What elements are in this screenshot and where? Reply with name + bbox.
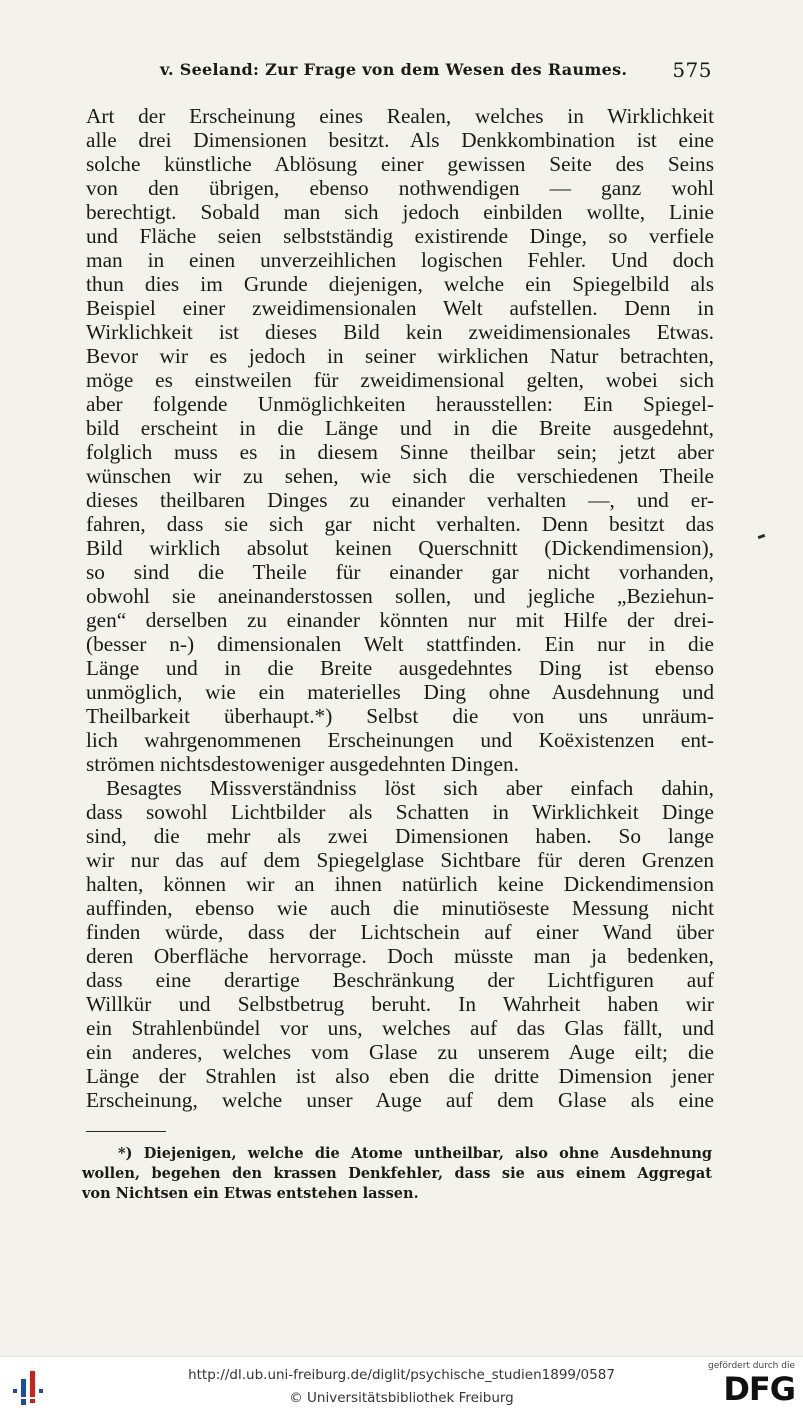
- footnote-line: *) Diejenigen, welche die Atome untheilbar, also ohne Ausdehnung: [118, 1145, 712, 1162]
- text-line: ein anderes, welches vom Glase zu unserem Auge eilt; die: [86, 1040, 714, 1064]
- text-line: Wirklichkeit ist dieses Bild kein zweidimensionales Etwas.: [86, 320, 714, 344]
- text-line: man in einen unverzeihlichen logischen Fehler. Und doch: [86, 248, 714, 272]
- text-line: sind, die mehr als zwei Dimensionen haben. So lange: [86, 824, 714, 848]
- text-line: gen“ derselben zu einander könnten nur mit Hilfe der drei-: [86, 608, 714, 632]
- text-line: bild erscheint in die Länge und in die Breite ausgedehnt,: [86, 416, 714, 440]
- text-line: dass sowohl Lichtbilder als Schatten in Wirklichkeit Dinge: [86, 800, 714, 824]
- text-line: dass eine derartige Beschränkung der Lichtfiguren auf: [86, 968, 714, 992]
- text-line: Erscheinung, welche unser Auge auf dem Glase als eine: [86, 1088, 714, 1112]
- text-line: aber folgende Unmöglichkeiten herausstellen: Ein Spiegel-: [86, 392, 714, 416]
- text-line: unmöglich, wie ein materielles Ding ohne Ausdehnung und: [86, 680, 714, 704]
- footnote-line: von Nichtsen ein Etwas entstehen lassen.: [82, 1185, 419, 1202]
- text-line: so sind die Theile für einander gar nicht vorhanden,: [86, 560, 714, 584]
- text-line: Art der Erscheinung eines Realen, welches in Wirklichkeit: [86, 104, 714, 128]
- dfg-wordmark: DFG: [723, 1370, 795, 1408]
- text-line: berechtigt. Sobald man sich jedoch einbilden wollte, Linie: [86, 200, 714, 224]
- text-line: Beispiel einer zweidimensionalen Welt aufstellen. Denn in: [86, 296, 714, 320]
- text-line: von den übrigen, ebenso nothwendigen — ganz wohl: [86, 176, 714, 200]
- text-line: Theilbarkeit überhaupt.*) Selbst die von uns unräum-: [86, 704, 714, 728]
- copyright-notice: © Universitätsbibliothek Freiburg: [289, 1390, 514, 1406]
- text-line: fahren, dass sie sich gar nicht verhalten. Denn besitzt das: [86, 512, 714, 536]
- text-line: finden würde, dass der Lichtschein auf einer Wand über: [86, 920, 714, 944]
- text-line: Länge der Strahlen ist also eben die dritte Dimension jener: [86, 1064, 714, 1088]
- page-number: 575: [672, 58, 712, 82]
- permalink-url[interactable]: http://dl.ub.uni-freiburg.de/diglit/psychische_studien1899/0587: [188, 1367, 615, 1383]
- body-text: [86, 104, 714, 1112]
- text-line: (besser n-) dimensionalen Welt stattfinden. Ein nur in die: [86, 632, 714, 656]
- text-line: lich wahrgenommenen Erscheinungen und Koëxistenzen ent-: [86, 728, 714, 752]
- text-line: wir nur das auf dem Spiegelglase Sichtbare für deren Grenzen: [86, 848, 714, 872]
- text-line: möge es einstweilen für zweidimensional gelten, wobei sich: [86, 368, 714, 392]
- text-line: solche künstliche Ablösung einer gewissen Seite des Seins: [86, 152, 714, 176]
- text-line: obwohl sie aneinanderstossen sollen, und jegliche „Beziehun-: [86, 584, 714, 608]
- page-header: [150, 58, 720, 88]
- text-line: deren Oberfläche hervorrage. Doch müsste man ja bedenken,: [86, 944, 714, 968]
- text-line: Länge und in die Breite ausgedehntes Ding ist ebenso: [86, 656, 714, 680]
- text-line: Bevor wir es jedoch in seiner wirklichen Natur betrachten,: [86, 344, 714, 368]
- text-line: folglich muss es in diesem Sinne theilbar sein; jetzt aber: [86, 440, 714, 464]
- text-line: auffinden, ebenso wie auch die minutiöseste Messung nicht: [86, 896, 714, 920]
- footnote-line: wollen, begehen den krassen Denkfehler, dass sie aus einem Aggregat: [82, 1165, 712, 1182]
- text-line: halten, können wir an ihnen natürlich keine Dickendimension: [86, 872, 714, 896]
- text-line: ein Strahlenbündel vor uns, welches auf das Glas fällt, und: [86, 1016, 714, 1040]
- viewer-footer: [0, 1356, 803, 1414]
- footnote: [82, 1144, 712, 1204]
- running-title: v. Seeland: Zur Frage von dem Wesen des Raumes.: [160, 60, 628, 79]
- text-line: thun dies im Grunde diejenigen, welche ein Spiegelbild als: [86, 272, 714, 296]
- footnote-divider: [86, 1131, 166, 1132]
- dfg-tagline: gefördert durch die: [708, 1361, 795, 1371]
- text-line: Willkür und Selbstbetrug beruht. In Wahrheit haben wir: [86, 992, 714, 1016]
- dfg-logo: [703, 1361, 795, 1409]
- margin-ink-mark: [758, 534, 766, 539]
- text-line: alle drei Dimensionen besitzt. Als Denkkombination ist eine: [86, 128, 714, 152]
- text-line: dieses theilbaren Dinges zu einander verhalten —, und er-: [86, 488, 714, 512]
- text-line: wünschen wir zu sehen, wie sich die verschiedenen Theile: [86, 464, 714, 488]
- text-line: und Fläche seien selbstständig existirende Dinge, so verfiele: [86, 224, 714, 248]
- text-line: Besagtes Missverständniss löst sich aber einfach dahin,: [106, 776, 714, 800]
- text-line: strömen nichtsdestoweniger ausgedehnten Dingen.: [86, 752, 519, 776]
- text-line: Bild wirklich absolut keinen Querschnitt (Dickendimension),: [86, 536, 714, 560]
